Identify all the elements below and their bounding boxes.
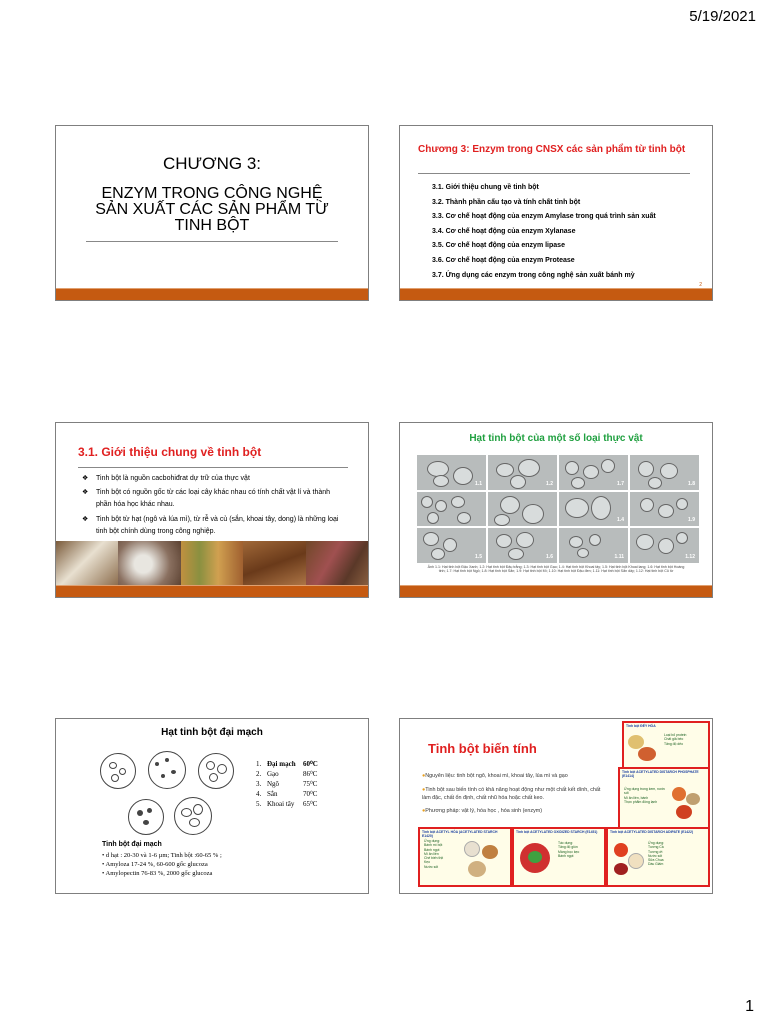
infobox-items [664,733,686,746]
infobox-item: Tương Cà [648,845,664,850]
contents-item: 3.6. Cơ chế hoạt động của enzym Protease [432,256,575,264]
temp-row [256,759,318,769]
bullet-item [82,514,342,538]
micrograph-cell [488,492,557,527]
row-name: Đại mạch [267,760,296,768]
chapter-title-line: ENZYM TRONG CÔNG NGHỆ [101,185,323,202]
bullet-dot-icon: ● [422,787,426,793]
micrograph-cell [630,455,699,490]
granule-drawing-3 [198,753,234,789]
bullet-text: Tinh bột có nguồn gốc từ các loại cây khác nhau có tính chất vật lí và thành phần hóa học khác nhau. [96,489,331,508]
infobox-item: Mì ăn liền, bánh [624,795,649,800]
infobox-title: Tinh bột ĐÉY HÓA [626,724,656,728]
infobox-item: Ứng dụng: [424,839,441,843]
infobox-item: Dầu Giấm [648,862,664,867]
infobox-item: Tăng độ giòn [558,845,578,850]
chapter-title [76,186,348,234]
infobox-e1414 [618,767,710,829]
infobox-item: Tăng độ dẻo [664,741,684,746]
row-name: Gạo [267,770,279,778]
infobox-e1420 [418,827,512,887]
micrograph-cell [559,492,628,527]
micrograph-cell [417,455,486,490]
micrograph-cell [488,528,557,563]
row-number: 3. [256,780,262,788]
infobox-title: Tinh bột ACETYLATED OXIDIZED STARCH (E1451) [516,830,598,834]
infobox-item: Kẹo [424,860,431,865]
infobox-item: Tác dụng: [558,841,574,845]
infobox-item: Màng bọc kẹo [558,849,580,854]
slide-3-thumbnail [55,422,369,598]
bullet-item [82,473,342,485]
slide-2-thumbnail [399,125,713,301]
row-number: 2. [256,770,262,778]
contents-item: 3.1. Giới thiệu chung về tinh bột [432,184,539,191]
micrograph-cell [559,528,628,563]
contents-item: 3.4. Cơ chế hoạt động của enzym Xylanase [432,227,576,235]
bullet-text: Phương pháp: vật lý, hóa học , hóa sinh (enzym) [425,808,543,814]
infobox-item: Ứng dụng trong kem, nước sốt [624,787,666,796]
micrograph-label: 1.6 [546,554,553,560]
bullet-text: Tinh bột từ hạt (ngô và lúa mì), từ rễ và củ (sắn, khoai tây, dong) là những loại tinh bột chính dùng trong công nghiệp. [96,516,339,535]
diamond-bullet-icon: ❖ [82,475,89,482]
micrograph-cell [559,455,628,490]
infobox-item: Sữa Chua [648,858,664,863]
granule-drawing-2 [148,751,186,789]
infobox-item: Tương ớt [648,849,663,854]
micrograph-cell [488,455,557,490]
info-line: • d hạt : 20-30 và 1-6 µm; Tinh bột :60-65 % ; [102,852,222,859]
infobox-items [648,841,664,867]
row-name: Sắn [267,790,278,798]
micrograph-label: 1.5 [475,554,482,560]
slide-heading: Hạt tinh bột đại mạch [161,727,263,738]
temp-row [256,769,318,779]
page-number: 1 [745,998,754,1015]
infobox-title: Tinh bột ACETYLATED DISTARCH ADIPATE (E1422) [610,830,694,834]
micrograph-grid [417,455,699,563]
diamond-bullet-icon: ❖ [82,516,89,523]
subheading: Tinh bột đại mạch [102,841,162,848]
bullet-dot-icon: ● [422,808,426,814]
divider [78,467,348,468]
slide-heading: Chương 3: Enzym trong CNSX các sản phẩm từ tinh bột [418,144,686,155]
photo-coconut [56,541,118,587]
granule-drawing-1 [100,753,136,789]
slide-heading: Hạt tinh bột của một số loại thực vật [469,433,643,444]
bullet-text: Tinh bột là nguồn cacbohiđrat dự trữ của thực vật [96,475,250,482]
infobox-item: Bánh ngọt [558,853,574,858]
infobox-title: Tinh bột ACETYL HÓA (ACETYLATED STARCH E1420) [422,830,498,838]
row-number: 5. [256,800,262,808]
row-temp: 75⁰C [303,780,318,788]
granule-drawing-4 [128,799,164,835]
micrograph-label: 1.8 [688,480,695,487]
micrograph-label: 1.12 [685,554,695,560]
row-number: 4. [256,790,262,798]
infobox-item: Chất giả béo [664,737,684,742]
infobox-e1451 [512,827,606,887]
contents-item: 3.2. Thành phần cấu tạo và tính chất tinh bột [432,198,581,206]
divider [418,173,690,174]
row-name: Khoai tây [267,800,295,808]
photo-grains [181,541,243,587]
chapter-title-line: TINH BỘT [174,217,250,234]
micrograph-cell [630,528,699,563]
bullet-dot-icon: ● [422,773,426,779]
chapter-label: CHƯƠNG 3: [162,154,262,173]
contents-item: 3.3. Cơ chế hoạt động của enzym Amylase trong quá trình sản xuất [432,213,656,221]
contents-item: 3.7. Ứng dụng các enzym trong công nghệ sản xuất bánh mỳ [432,271,635,279]
figure-caption: Ảnh 1.1: Hạt tinh bột Đậu Xanh; 1.2: Hạt tinh bột Đậu trắng; 1.3: Hạt tinh bột Gạo; 1.4: Hạt tinh bột Khoai tây; 1.5: Hạt tinh bột Khoai lang; 1.6: Hạt tinh bột Hoàng tinh; 1.7: Hạt tinh bột Ngô; 1.8: Hạt tinh bột Sắn; 1.9: Hạt tinh bột Mì; 1.10: Hạt tinh bột Đậu đen; 1.11: Hạt tinh bột Sắn dây; 1.12: Hạt tinh bột Củ từ [427,565,685,574]
chapter-title-line: SẢN XUẤT CÁC SẢN PHẨM TỪ [95,201,329,218]
infobox-items [558,841,579,858]
row-name: Ngô [267,780,280,788]
slide-footer-bar [56,289,368,300]
temp-row [256,779,318,789]
infobox-item: Ứng dụng: [648,841,665,845]
slide-footer-bar [400,586,712,597]
infobox-pregelatinized [622,721,710,769]
micrograph-label: 1.4 [617,517,624,524]
infobox-item: Bánh mì bột [424,843,443,848]
starch-sources-photo-strip [56,541,368,587]
bullet-item [422,807,608,815]
slide-footer-bar [56,586,368,597]
photo-tubers [243,541,305,587]
temp-row [256,789,318,799]
slide-number: 2 [699,282,702,288]
slide-heading: 3.1. Giới thiệu chung về tinh bột [78,445,262,459]
granule-drawing-5 [174,797,212,835]
divider [86,241,338,242]
infobox-item: Chế biến thịt [424,856,444,861]
micrograph-label: 1.2 [546,480,553,487]
slide-6-thumbnail [399,718,713,894]
row-temp: 86⁰C [303,770,318,778]
bullet-text: Nguyên liệu: tinh bột ngô, khoai mì, khoai tây, lúa mì và gạo [425,773,568,779]
diamond-bullet-icon: ❖ [82,489,89,496]
row-temp: 60⁰C [303,760,318,768]
slide-1-thumbnail [55,125,369,301]
row-temp: 65⁰C [303,800,318,808]
infobox-item: Loại bỏ protein [664,733,687,737]
temp-row [256,799,318,809]
infobox-item: Nước sốt [424,864,439,869]
slide-4-thumbnail [399,422,713,598]
slide-heading: Tinh bột biến tính [428,741,537,756]
contents-list [432,181,656,283]
micrograph-cell [630,492,699,527]
infobox-item: Mì ăn liền [424,851,439,856]
row-number: 1. [256,760,262,768]
photo-taro [306,541,368,587]
starch-info [102,851,222,878]
bullet-item [82,487,342,511]
slide-5-thumbnail [55,718,369,894]
info-line: • Amylopectin 76-83 %, 2000 gốc glucoza [102,870,213,877]
infobox-item: Nước sốt [648,853,663,858]
infobox-item: Thực phẩm đông lạnh [624,799,658,804]
gelatinization-temperature-list [256,759,318,809]
bullet-item [422,786,608,802]
micrograph-label: 1.11 [614,554,624,560]
bullet-item [422,772,608,780]
row-temp: 70⁰C [303,790,318,798]
photo-beans [118,541,180,587]
micrograph-label: 1.7 [617,480,624,487]
micrograph-label: 1.9 [688,517,695,524]
infobox-items [424,839,443,869]
infobox-item: Bánh ngọt [424,847,440,852]
infobox-e1422 [606,827,710,887]
infobox-title: Tinh bột ACETYLATED DISTARCH PHOSPHATE (E1414) [622,770,699,778]
info-line: • Amyloza 17-24 %, 60-600 gốc glucoza [102,861,208,868]
micrograph-cell [417,492,486,527]
micrograph-label: 1.1 [475,480,482,487]
infobox-items [624,787,668,804]
page-date: 5/19/2021 [689,8,756,25]
micrograph-cell [417,528,486,563]
bullet-text: Tinh bột sau biến tính có khả năng hoạt động như một chất kết dính, chất làm đặc, chất ổn định, chất nhũ hóa hoặc chất keo. [422,787,601,801]
slide-footer-bar [400,289,712,300]
contents-item: 3.5. Cơ chế hoạt động của enzym lipase [432,242,565,250]
